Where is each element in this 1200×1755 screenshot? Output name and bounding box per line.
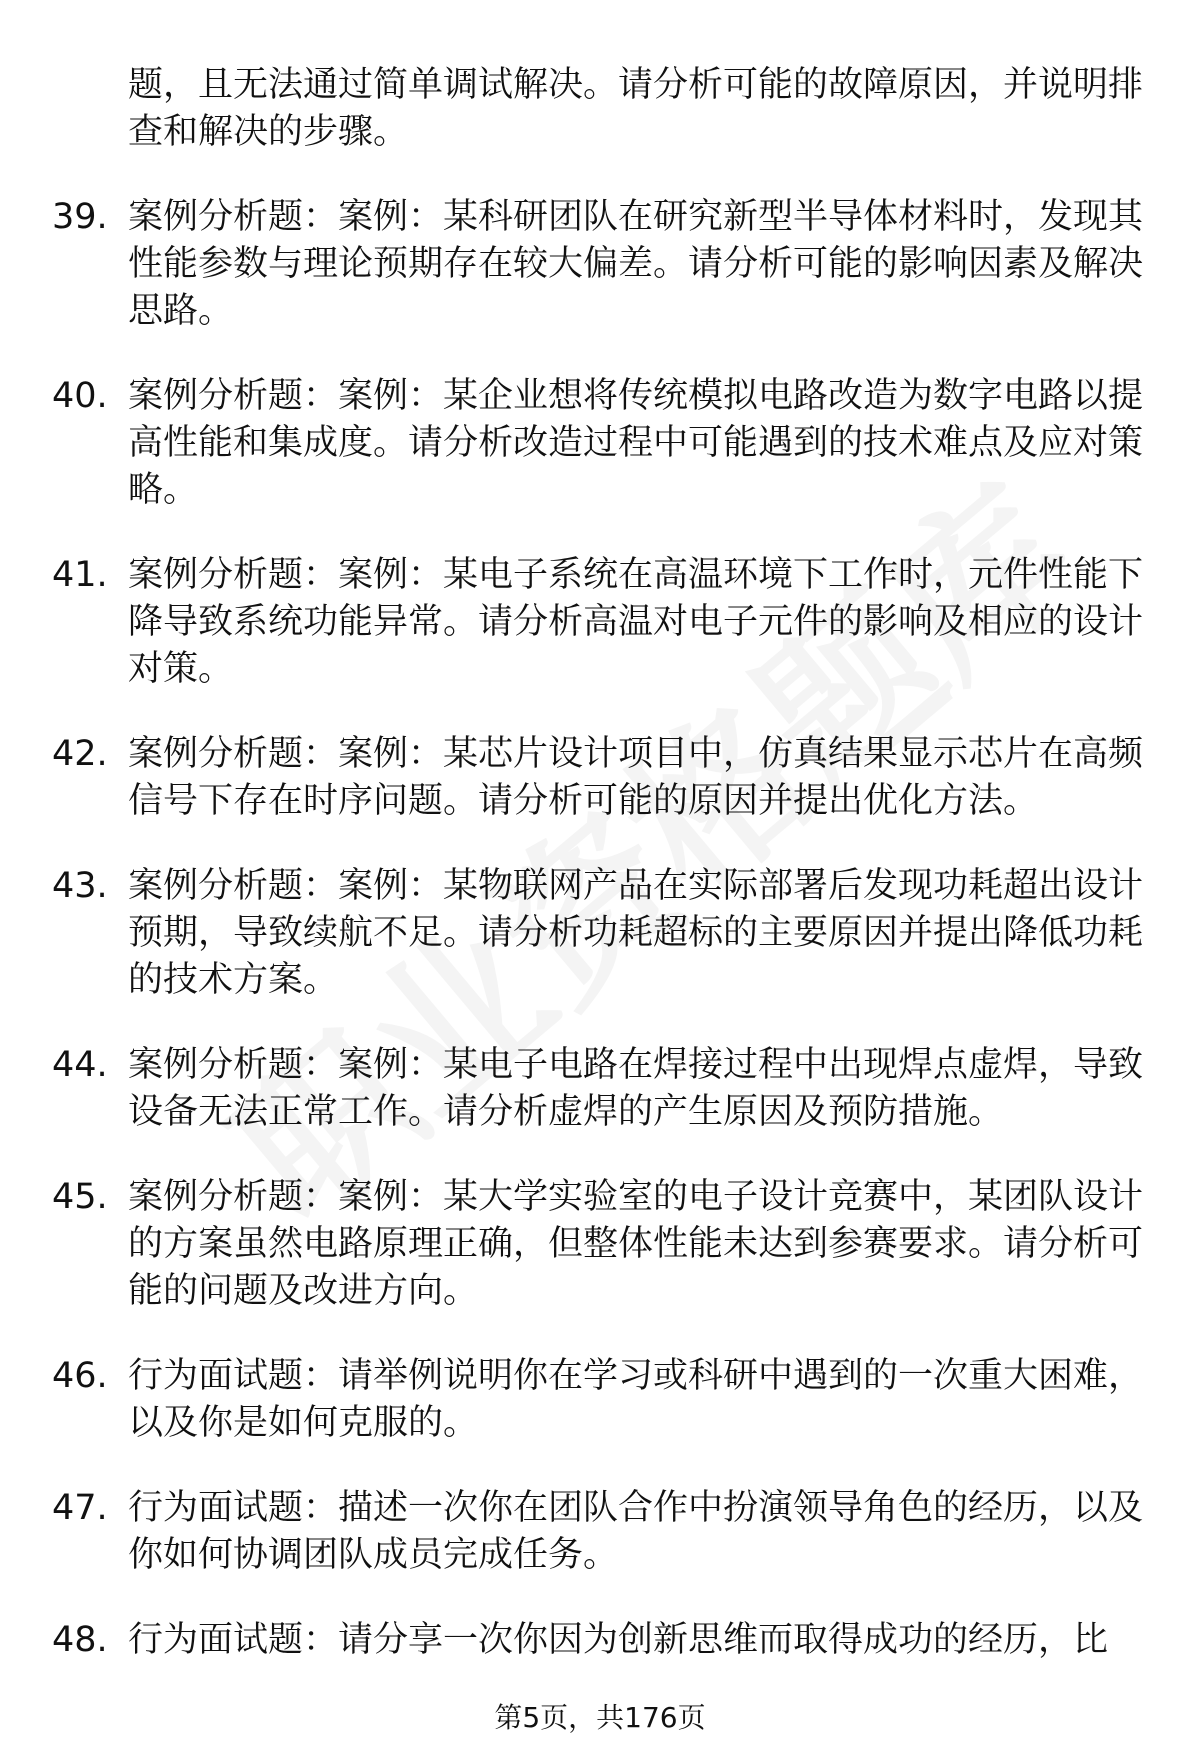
question-number: 46. bbox=[52, 1356, 108, 1396]
question-number: 41. bbox=[52, 555, 108, 595]
question-number: 48. bbox=[52, 1620, 108, 1660]
question-text: 案例分析题：案例：某芯片设计项目中，仿真结果显示芯片在高频信号下存在时序问题。请分析可能的原因并提出优化方法。 bbox=[128, 734, 1144, 821]
question-text: 案例分析题：案例：某电子电路在焊接过程中出现焊点虚焊，导致设备无法正常工作。请分析虚焊的产生原因及预防措施。 bbox=[128, 1045, 1144, 1132]
question-item bbox=[0, 1042, 1148, 1136]
question-item bbox=[0, 1174, 1148, 1315]
question-item bbox=[0, 1353, 1148, 1447]
question-text: 案例分析题：案例：某科研团队在研究新型半导体材料时，发现其性能参数与理论预期存在较大偏差。请分析可能的影响因素及解决思路。 bbox=[128, 197, 1144, 331]
question-text: 案例分析题：案例：某企业想将传统模拟电路改造为数字电路以提高性能和集成度。请分析改造过程中可能遇到的技术难点及应对策略。 bbox=[128, 376, 1144, 510]
question-item bbox=[0, 863, 1148, 1004]
question-number: 43. bbox=[52, 866, 108, 906]
question-text: 行为面试题：请举例说明你在学习或科研中遇到的一次重大困难，以及你是如何克服的。 bbox=[128, 1356, 1144, 1443]
question-text: 案例分析题：案例：某物联网产品在实际部署后发现功耗超出设计预期，导致续航不足。请分析功耗超标的主要原因并提出降低功耗的技术方案。 bbox=[128, 866, 1144, 1000]
question-text: 案例分析题：案例：某电子系统在高温环境下工作时，元件性能下降导致系统功能异常。请分析高温对电子元件的影响及相应的设计对策。 bbox=[128, 555, 1144, 689]
question-number: 40. bbox=[52, 376, 108, 416]
question-item bbox=[0, 1485, 1148, 1579]
question-item bbox=[0, 194, 1148, 335]
question-number: 47. bbox=[52, 1488, 108, 1528]
question-item bbox=[0, 731, 1148, 825]
continuation-text: 题，且无法通过简单调试解决。请分析可能的故障原因，并说明排查和解决的步骤。 bbox=[128, 65, 1144, 152]
question-list bbox=[0, 62, 1200, 1702]
question-number: 44. bbox=[52, 1045, 108, 1085]
page-footer: 第5页，共176页 bbox=[494, 1701, 706, 1734]
question-number: 42. bbox=[52, 734, 108, 774]
question-number: 45. bbox=[52, 1177, 108, 1217]
question-item bbox=[0, 1617, 1148, 1664]
question-text: 行为面试题：描述一次你在团队合作中扮演领导角色的经历，以及你如何协调团队成员完成任务。 bbox=[128, 1488, 1144, 1575]
question-item bbox=[0, 373, 1148, 514]
question-text: 行为面试题：请分享一次你因为创新思维而取得成功的经历，比 bbox=[128, 1620, 1109, 1660]
question-number: 39. bbox=[52, 197, 108, 237]
question-item bbox=[0, 552, 1148, 693]
question-text: 案例分析题：案例：某大学实验室的电子设计竞赛中，某团队设计的方案虽然电路原理正确，但整体性能未达到参赛要求。请分析可能的问题及改进方向。 bbox=[128, 1177, 1144, 1311]
